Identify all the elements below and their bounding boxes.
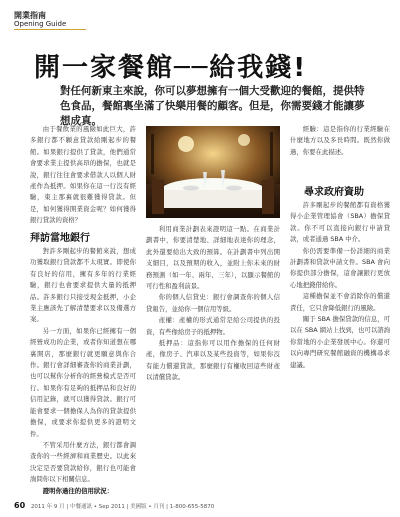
subheading-local-bank: 拜訪當地銀行 [30,233,90,244]
paragraph: 另一方面，如果你已經擁有一個經營成功的企業，或者你知道想在哪裏開店，那麼銀行就更願意與你合作。銀行會詳細審查你的商業計劃，也可以幫你分析你的經營模式是否可行。如果你有足夠的抵押品和良好的信用記錄，就可以獲得貸款。銀行可能會要求一個擔保人為你的貸款提供擔保，或要求你提供更多的證明文件。 [30,326,136,438]
restaurant-photo [146,126,280,218]
column-left-top [30,124,136,227]
column-right-top [290,124,390,158]
column-left-bottom [30,246,136,496]
section-label: 開業指南 [14,11,46,20]
paragraph: 利用商業計劃表來證明這一點。在商業計劃書中，你要清楚地、詳細地表達你的理念，此外還要給出大致的預算。在計劃書中列出開支細目，以及預期的收入，並附上你未來的財務預測（如一年、兩年、三年），以顯示餐館的可行性和盈利前景。 [146,225,280,291]
paragraph: 許多剛起步的餐館都有資格獲得小企業管理協會（SBA）擔保貸款。你不可以直接向銀行申請貸款，或者通過 SBA 中介。 [290,201,390,244]
paragraph: 抵押品：這指你可以用作擔保的任何財產，像房子、汽車以及某些投資等，如果你沒有能力償還貸款，那麼銀行有權收回這些財產以清償貸款。 [146,339,280,382]
column-right-bottom [290,200,390,496]
paragraph: 你的個人信貸史：銀行會調查你的個人信貸報告，並給你一個信用等級。 [146,293,280,313]
column-middle [146,224,280,496]
page-footer [14,501,214,510]
article-title: 開一家餐館──給我錢! [34,53,308,83]
paragraph: 經驗：這是指你的行業經驗在什麼地方以及多長時間。既然你做過，你要在此描述。 [290,125,390,156]
article-intro: 對任何新東主來說，你可以夢想擁有一個大受歡迎的餐館，提供特色食品，餐館裏坐滿了快樂用餐的顧客。但是，你需要錢才能讓夢想成真。 [60,85,365,127]
section-label-en: Opening Guide [14,20,67,28]
paragraph: 這種擔保並不會消除你的償還責任，它只會降低銀行的風險。 [290,292,390,312]
paragraph: 關于 SBA 擔保貸款的信息，可以在 SBA 網站上找到，也可以諮詢你當地的小企業發展中心。你還可以向專門研究餐館融資的機構尋求建議。 [290,315,390,369]
paragraph: 你仍需要準備一份詳細的商業計劃書和貸款申請文件。SBA 會向你提供部分擔保，這會讓銀行更放心地把錢借給你。 [290,246,390,289]
header-rule [14,29,86,30]
footer-text: 2011 年 9 月 | 中餐通訊 • Sep 2011 | 美國版 • 月刊 | 1-800-655-5870 [30,504,215,510]
paragraph: 不管采用什麼方法，銀行都會調查你的一些經濟和商業歷史。以此來決定是否要貸款給你，銀行也可能會詢問你以下相關信息。 [30,440,136,484]
paragraph: 產權：產權的形式通常是給公司提供的投資，有些像給房子的抵押物。 [146,316,280,336]
paragraph: 由于餐飲業的風險如此巨大，許多銀行都不願意貸款給剛起步的餐館。如果銀行提供了貸款，他們通常會要求業主提供高昂的擔保，也就是說，銀行往往會要求借款人以個人財產作為抵押。如果你在這一行沒有經驗，東主那裏就很難獲得貸款。但是，如何獲得開業資金呢？如何獲得銀行貸款的資格？ [30,125,136,225]
page-number: 60 [14,501,26,510]
paragraph: 證明你過往的信用狀況： [42,486,114,495]
subheading-gov-aid: 尋求政府資助 [304,187,364,198]
paragraph: 對許多剛起步的餐館來說，想成功獲取銀行貸款都不太現實。即使你有良好的信用，擁有多年的行業經驗，銀行也會要求提供大量的抵押品。許多銀行只接受現金抵押，小企業主應該先了解清楚要求以及備選方案。 [30,247,136,324]
